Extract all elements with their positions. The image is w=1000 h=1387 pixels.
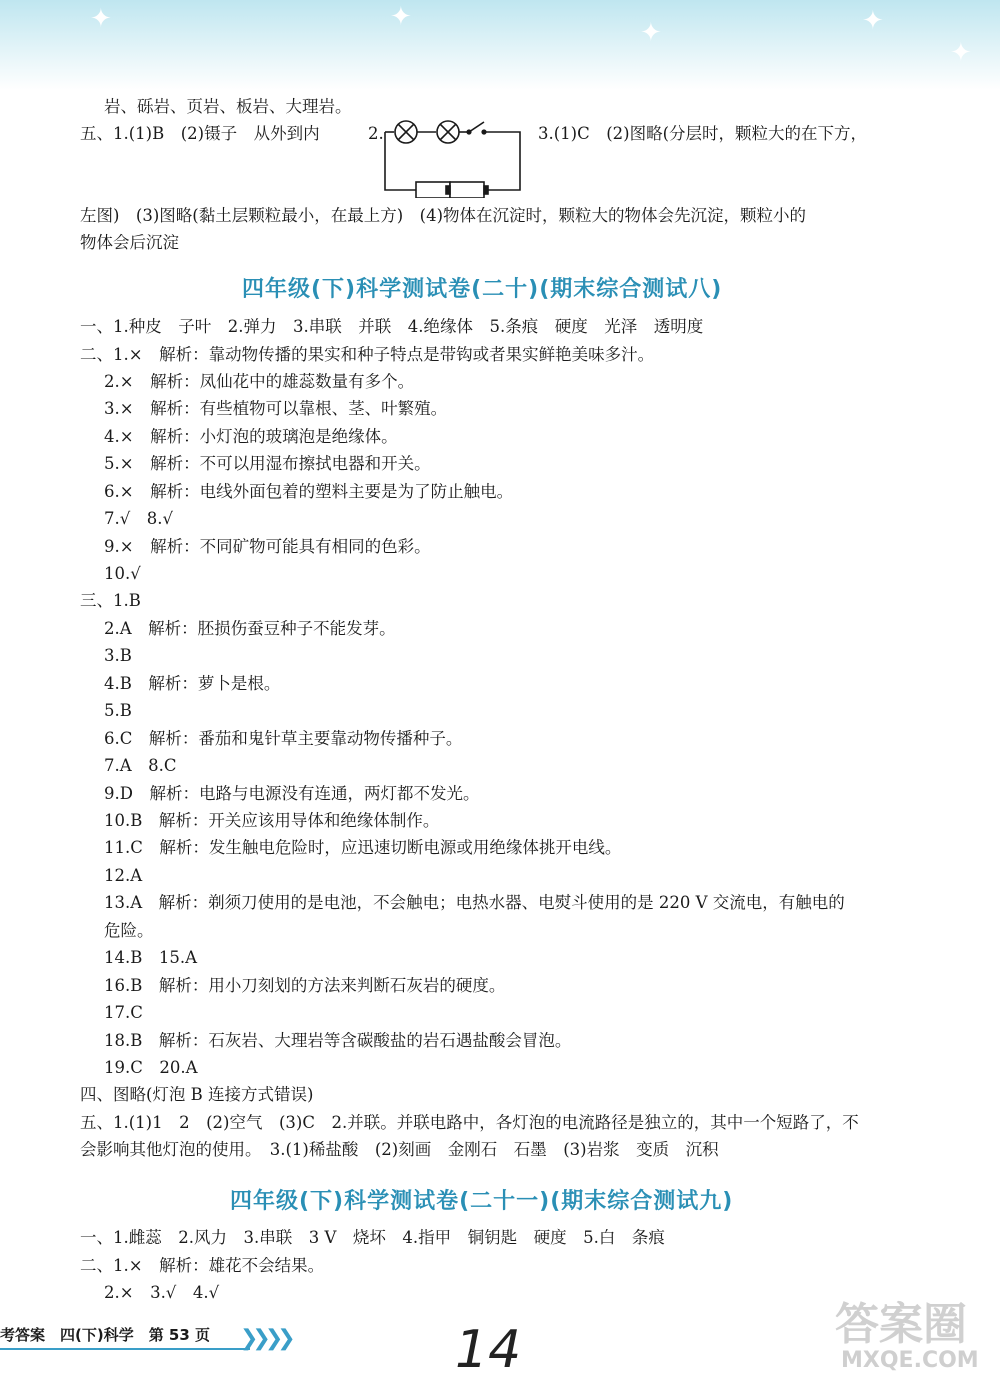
sparkle-icon: ✦ <box>950 38 972 68</box>
text-line: 2. <box>368 124 384 143</box>
text-line: 14.B 15.A <box>104 948 198 967</box>
circuit-diagram <box>380 112 530 198</box>
text-line: 岩、砾岩、页岩、板岩、大理岩。 <box>104 97 352 116</box>
text-line: 危险。 <box>104 921 154 940</box>
text-line: 3.B <box>104 646 132 665</box>
text-line: 11.C 解析：发生触电危险时，应迅速切断电源或用绝缘体挑开电线。 <box>104 838 622 857</box>
text-line: 4.B 解析：萝卜是根。 <box>104 674 281 693</box>
text-line: 3.× 解析：有些植物可以靠根、茎、叶繁殖。 <box>104 399 448 418</box>
watermark-logo <box>835 1288 995 1383</box>
text-line: 左图) (3)图略(黏土层颗粒最小，在最上方) (4)物体在沉淀时，颗粒大的物体会先沉淀，颗粒小的 <box>80 206 807 225</box>
text-line: 2.× 解析：凤仙花中的雄蕊数量有多个。 <box>104 372 415 391</box>
text-line: 17.C <box>104 1003 143 1022</box>
sparkle-icon: ✦ <box>390 2 412 32</box>
text-line: 10.√ <box>104 564 141 583</box>
text-line: 2.× 3.√ 4.√ <box>104 1283 220 1302</box>
text-line: 13.A 解析：剃须刀使用的是电池，不会触电；电热水器、电熨斗使用的是 220 V 交流电，有触电的 <box>104 893 845 912</box>
sparkle-icon: ✦ <box>862 6 884 36</box>
text-line: 三、1.B <box>80 591 141 610</box>
text-line: 二、1.× 解析：雄花不会结果。 <box>80 1256 325 1275</box>
watermark-url: MXQE.COM <box>841 1348 979 1373</box>
text-line: 四、图略(灯泡 B 连接方式错误) <box>80 1085 314 1104</box>
text-line: 五、1.(1)B (2)镊子 从外到内 <box>80 124 320 143</box>
footer-rule <box>0 1348 250 1350</box>
text-line: 会影响其他灯泡的使用。 3.(1)稀盐酸 (2)刻画 金刚石 石墨 (3)岩浆 变质 沉积 <box>80 1140 719 1159</box>
text-line: 7.√ 8.√ <box>104 509 174 528</box>
text-line: 19.C 20.A <box>104 1058 198 1077</box>
sparkle-icon: ✦ <box>640 18 662 48</box>
text-line: 6.× 解析：电线外面包着的塑料主要是为了防止触电。 <box>104 482 514 501</box>
text-line: 9.D 解析：电路与电源没有连通，两灯都不发光。 <box>104 784 480 803</box>
text-line: 16.B 解析：用小刀刻划的方法来判断石灰岩的硬度。 <box>104 976 506 995</box>
text-line: 5.× 解析：不可以用湿布擦拭电器和开关。 <box>104 454 431 473</box>
text-line: 五、1.(1)1 2 (2)空气 (3)C 2.并联。并联电路中，各灯泡的电流路径是独立的，其中一个短路了，不 <box>80 1113 859 1132</box>
text-line: 12.A <box>104 866 143 885</box>
text-line: 4.× 解析：小灯泡的玻璃泡是绝缘体。 <box>104 427 398 446</box>
handwritten-note: 14 <box>455 1320 522 1380</box>
text-line: 6.C 解析：番茄和鬼针草主要靠动物传播种子。 <box>104 729 463 748</box>
text-line: 10.B 解析：开关应该用导体和绝缘体制作。 <box>104 811 440 830</box>
text-line: 一、1.雌蕊 2.风力 3.串联 3 V 烧坏 4.指甲 铜钥匙 硬度 5.白 条痕 <box>80 1228 665 1247</box>
text-line: 2.A 解析：胚损伤蚕豆种子不能发芽。 <box>104 619 396 638</box>
text-line: 3.(1)C (2)图略(分层时，颗粒大的在下方， <box>538 124 868 143</box>
text-line: 5.B <box>104 701 132 720</box>
watermark-text: 答案圈 <box>835 1299 967 1350</box>
section-title: 四年级(下)科学测试卷(二十)(期末综合测试八) <box>242 277 723 302</box>
text-line: 物体会后沉淀 <box>80 233 179 252</box>
text-line: 二、1.× 解析：靠动物传播的果实和种子特点是带钩或者果实鲜艳美味多汁。 <box>80 345 655 364</box>
double-arrow-icon: ❯❯❯❯ <box>240 1326 290 1351</box>
footer-label: 考答案 四(下)科学 第 53 页 <box>0 1326 211 1344</box>
sparkle-icon: ✦ <box>90 4 112 34</box>
text-line: 18.B 解析：石灰岩、大理岩等含碳酸盐的岩石遇盐酸会冒泡。 <box>104 1031 572 1050</box>
section-title: 四年级(下)科学测试卷(二十一)(期末综合测试九) <box>230 1189 734 1214</box>
text-line: 9.× 解析：不同矿物可能具有相同的色彩。 <box>104 537 431 556</box>
text-line: 7.A 8.C <box>104 756 177 775</box>
text-line: 一、1.种皮 子叶 2.弹力 3.串联 并联 4.绝缘体 5.条痕 硬度 光泽 透明度 <box>80 317 704 336</box>
top-decorative-band <box>0 0 1000 90</box>
